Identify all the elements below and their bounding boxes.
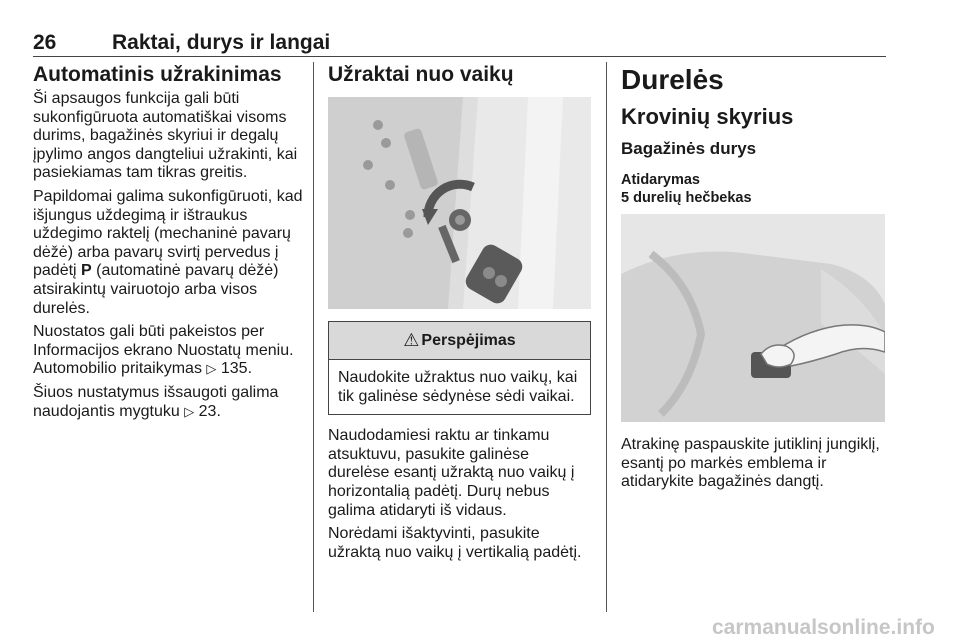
text: Papildomai galima sukonfigūruoti, kad išjungus uždegimą ir ištraukus uždegimo raktelį (mechaninė pavarų dėžė) arba pavarų svirtį pervedus į padėtį [33,187,303,280]
arrow-ref-icon: ▷ [184,403,195,419]
left-column [33,62,303,426]
tailgate-illustration [621,214,885,422]
warning-triangle-icon: ⚠ [403,330,420,350]
paragraph-unlock-config [33,188,303,318]
paragraph-auto-lock: Ši apsaugos funkcija gali būti sukonfigūruota automatiškai visoms durims, bagažinės skyriui ir degalų įpylimo angos dangteliui užrakinti, kai pasiekiamas tam tikras greitis. [33,90,298,182]
arrow-ref-icon: ▷ [206,361,217,377]
section-title: Raktai, durys ir langai [112,31,331,54]
heading-doors: Durelės [621,64,724,95]
warning-box [328,321,591,415]
heading-child-locks: Užraktai nuo vaikų [328,63,514,86]
paragraph-settings [33,323,303,379]
middle-column [328,62,591,567]
column-divider-right [606,62,607,612]
text: Šiuos nustatymus išsaugoti galima naudojantis mygtuku [33,383,279,420]
page-number: 26 [33,31,57,54]
paragraph-save-settings [33,384,303,421]
watermark: carmanualsonline.info [712,616,935,639]
heading-automatic-locking: Automatinis užrakinimas [33,63,282,86]
warning-text: Naudokite užraktus nuo vaikų, kai tik galinėse sėdynėse sėdi vaikai. [338,369,578,405]
text: . [247,360,253,378]
heading-tailgate: Bagažinės durys [621,139,757,158]
warning-title: Perspėjimas [421,331,516,349]
right-column [621,62,891,497]
paragraph-deactivate: Norėdami išaktyvinti, pasukite užraktą nuo vaikų į vertikalią padėtį. [328,525,582,561]
page-ref-135[interactable]: 135 [220,360,248,378]
tailgate-hand-illustration [621,214,885,422]
heading-5-door: 5 durelių hečbekas [621,190,752,206]
text: (automatinė pavarų dėžė) atsirakintų vairuotojo arba visos durelės. [33,262,279,317]
heading-opening: Atidarymas [621,172,700,188]
page-ref-23[interactable]: 23 [198,402,217,420]
paragraph-tailgate-open: Atrakinę paspauskite jutiklinį jungiklį, esantį po markės emblema ir atidarykite bagažinės dangtį. [621,436,880,491]
header-rule [33,56,886,57]
heading-cargo: Krovinių skyrius [621,104,794,129]
paragraph-activate: Naudodamiesi raktu ar tinkamu atsuktuvu, pasukite galinėse durelėse esantį užraktą nuo vaikų į horizontalią padėtį. Durų nebus galima atidaryti iš vidaus. [328,427,575,519]
child-lock-illustration [328,97,591,309]
text: . [216,402,221,420]
text: Nuostatos gali būti pakeistos per Informacijos ekrano Nuostatų meniu. Automobilio pritaikymas [33,323,294,378]
gear-position-p: P [81,262,92,280]
door-key-illustration [328,97,591,309]
column-divider-left [313,62,314,612]
warning-header [329,322,590,360]
